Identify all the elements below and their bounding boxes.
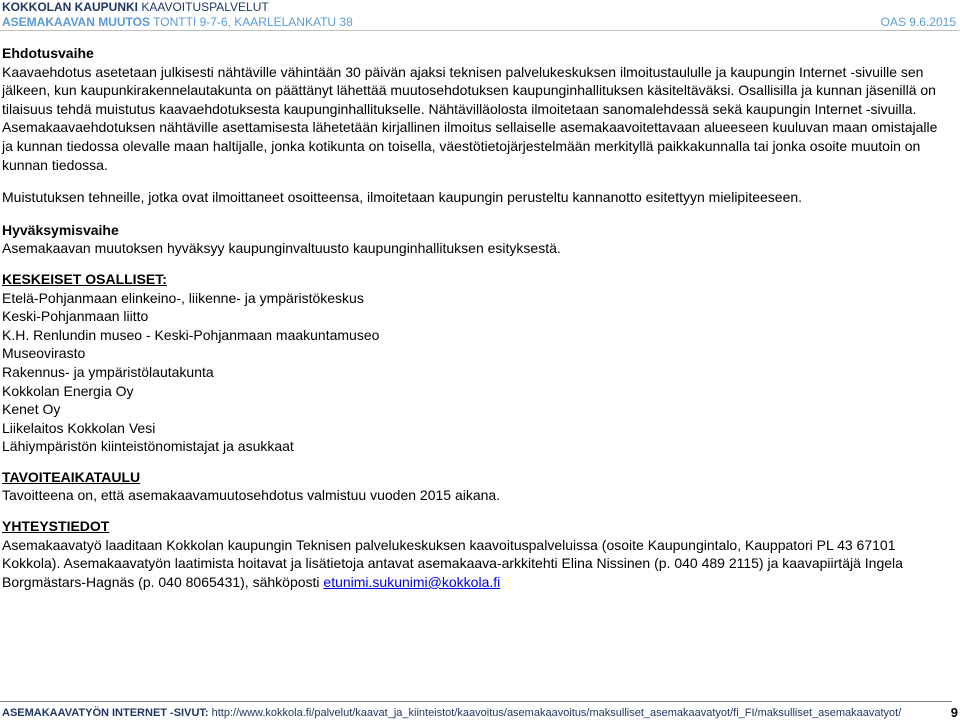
page-number: 9 xyxy=(950,705,958,720)
document-body xyxy=(2,44,952,591)
header-plan-location: TONTTI 9-7-6, KAARLELANKATU 38 xyxy=(153,15,353,29)
email-link[interactable]: etunimi.sukunimi@kokkola.fi xyxy=(323,573,501,590)
list-item: Museovirasto xyxy=(2,345,86,362)
tavoiteaikataulu-heading: TAVOITEAIKATAULU xyxy=(2,468,141,485)
list-item: Lähiympäristön kiinteistönomistajat ja asukkaat xyxy=(2,438,294,455)
header-plan xyxy=(2,15,353,29)
ehdotusvaihe-heading: Ehdotusvaihe xyxy=(2,45,94,61)
keskeiset-osalliset-heading: KESKEISET OSALLISET: xyxy=(2,270,167,287)
yhteystiedot-text xyxy=(2,536,952,592)
header-divider xyxy=(0,30,960,31)
page-header xyxy=(0,0,960,34)
header-oas-date: OAS 9.6.2015 xyxy=(880,15,956,29)
list-item: Rakennus- ja ympäristölautakunta xyxy=(2,363,214,380)
header-organization xyxy=(2,0,269,14)
yhteystiedot-heading: YHTEYSTIEDOT xyxy=(2,518,110,535)
tavoiteaikataulu-text: Tavoitteena on, että asemakaavamuutosehdotus valmistuu vuoden 2015 aikana. xyxy=(2,487,501,504)
footer-divider xyxy=(0,701,952,702)
hyvaksymisvaihe-text: Asemakaavan muutoksen hyväksyy kaupunginvaltuusto kaupunginhallituksen esityksestä. xyxy=(2,240,561,257)
footer-label: ASEMAKAAVATYÖN INTERNET -SIVUT: xyxy=(2,707,209,719)
hyvaksymisvaihe-heading: Hyväksymisvaihe xyxy=(2,221,119,238)
muistutus-paragraph: Muistutuksen tehneille, jotka ovat ilmoittaneet osoitteensa, ilmoitetaan kaupungin perusteltu kannanotto esitettyyn mielipiteeseen. xyxy=(2,189,803,206)
header-plan-title: ASEMAKAAVAN MUUTOS xyxy=(2,15,151,29)
page-footer xyxy=(0,697,960,723)
list-item: Keski-Pohjanmaan liitto xyxy=(2,308,149,325)
osalliset-list xyxy=(2,289,952,456)
list-item: Liikelaitos Kokkolan Vesi xyxy=(2,419,156,436)
list-item: Etelä-Pohjanmaan elinkeino-, liikenne- ja ympäristökeskus xyxy=(2,289,364,306)
footer-url[interactable]: http://www.kokkola.fi/palvelut/kaavat_ja_kiinteistot/kaavoitus/asemakaavoitus/maksulliset_asemakaavatyot/fi_FI/maksulliset_asemakaavatyot/ xyxy=(211,707,902,719)
header-department: KAAVOITUSPALVELUT xyxy=(141,0,269,14)
ehdotusvaihe-paragraph: Kaavaehdotus asetetaan julkisesti nähtäville vähintään 30 päivän ajaksi teknisen palvelukeskuksen ilmoitustaululle ja kaupungin Internet -sivuille sen jälkeen, kun kaupunkirakennelautakunta on päättänyt lähettää muutosehdotuksen kaupunginhallituksen käsiteltäväksi. Osallisilla ja kunnan jäsenillä on tilaisuus tehdä muistutus kaavaehdotuksesta kaupunginhallitukselle. Nähtävilläolosta ilmoitetaan sanomalehdessä sekä kaupungin Internet -sivuilla. Asemakaavaehdotuksen nähtäville asettamisesta lähetetään kirjallinen ilmoitus sellaiselle asemakaavoitettavaan alueeseen kuuluvan maan omistajalle ja kunnan tiedossa olevalle maan haltijalle, jonka kotikunta on toisella, väestötietojärjestelmään merkityllä paikkakunnalla tai jonka osoite muutoin on kunnan tiedossa. xyxy=(2,63,938,173)
list-item: K.H. Renlundin museo - Keski-Pohjanmaan maakuntamuseo xyxy=(2,326,380,343)
header-city: KOKKOLAN KAUPUNKI xyxy=(2,0,138,14)
yhteystiedot-body: Asemakaavatyö laaditaan Kokkolan kaupungin Teknisen palvelukeskuksen kaavoituspalveluissa (osoite Kaupungintalo, Kauppatori PL 43 67101 Kokkola). Asemakaavatyön laatimista hoitavat ja lisätietoja antavat asemakaava-arkkitehti Elina Nissinen (p. 040 489 2115) ja kaavapiirtäjä Ingela Borgmästars-Hagnäs (p. 040 8065431), sähköposti xyxy=(2,536,903,590)
footer-internet-pages xyxy=(2,707,901,720)
list-item: Kokkolan Energia Oy xyxy=(2,382,134,399)
list-item: Kenet Oy xyxy=(2,401,61,418)
